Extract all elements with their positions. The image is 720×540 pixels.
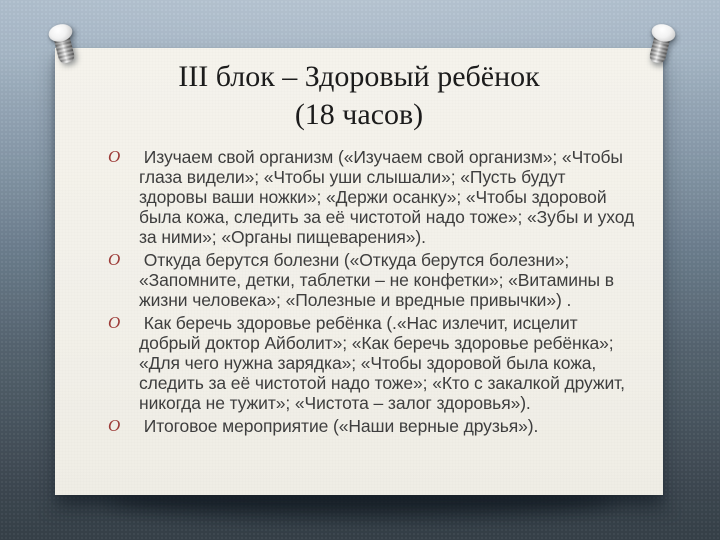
bullet-text-4: Итоговое мероприятие («Наши верные друзья»). [139, 416, 539, 436]
bullet-marker-icon: O [108, 313, 121, 332]
slide-title [55, 48, 663, 134]
bullet-marker-icon: O [108, 250, 121, 269]
pushpin-icon-top-left [44, 21, 84, 73]
slide-paper [55, 48, 663, 495]
bullet-item-4 [108, 416, 635, 436]
bullet-text-3: Как беречь здоровье ребёнка (.«Нас излечит, исцелит добрый доктор Айболит»; «Как беречь здоровье ребёнка»; «Для чего нужна зарядка»; «Чтобы здоровой была кожа, следить за её чистотой надо тоже»; «Кто с закалкой дружит, никогда не тужит»; «Чистота – залог здоровья»). [139, 313, 630, 413]
bullet-item-1 [108, 147, 639, 247]
bullet-list [55, 147, 663, 439]
pushpin-icon-top-right [640, 21, 680, 73]
bullet-text-1: Изучаем свой организм («Изучаем свой организм»; «Чтобы глаза видели»; «Чтобы уши слышали»; «Пусть будут здоровы ваши ножки»; «Держи осанку»; «Чтобы здоровой была кожа, следить за её чистотой надо тоже»; «Зубы и уход за ними»; «Органы пищеварения»). [139, 147, 639, 247]
bullet-item-2 [108, 250, 635, 310]
slide-title-line2: (18 часов) [294, 98, 424, 131]
bullet-marker-icon: O [108, 147, 121, 166]
bullet-text-2: Откуда берутся болезни («Откуда берутся болезни»; «Запомните, детки, таблетки – не конфетки»; «Витамины в жизни человека»; «Полезные и вредные привычки») . [139, 250, 619, 310]
slide-title-line1: III блок – Здоровый ребёнок [178, 60, 540, 93]
bullet-marker-icon: O [108, 416, 121, 435]
bullet-item-3 [108, 313, 635, 413]
